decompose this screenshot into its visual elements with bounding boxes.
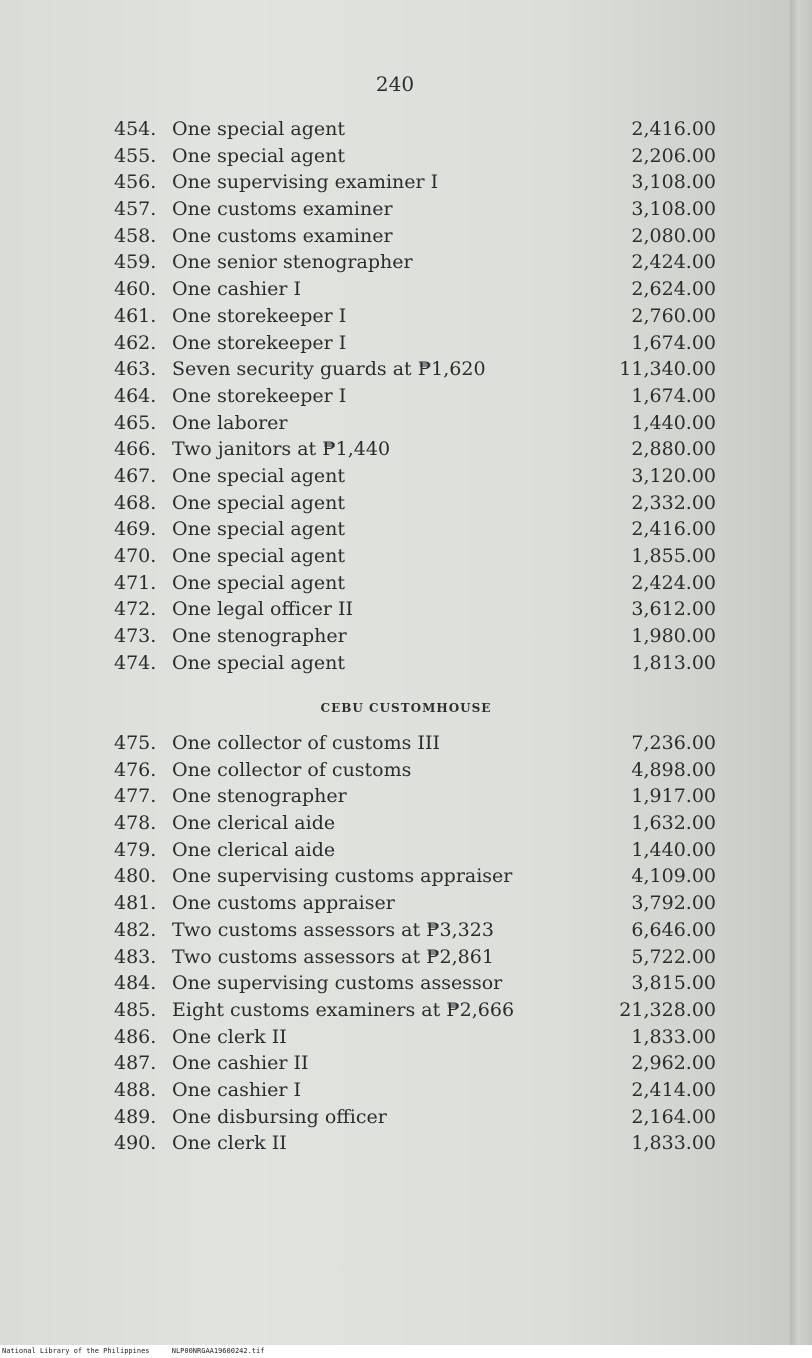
item-number: 454. xyxy=(114,118,157,140)
item-description xyxy=(172,223,562,250)
list-item xyxy=(114,1104,726,1131)
item-amount: 2,414.00 xyxy=(631,1078,716,1101)
item-description xyxy=(172,1050,562,1077)
item-number: 455. xyxy=(114,144,157,167)
item-description-text: One disbursing officer xyxy=(172,1105,387,1128)
item-description xyxy=(172,783,562,810)
list-item xyxy=(114,944,726,971)
item-description-text: One laborer xyxy=(172,411,288,434)
item-number: 469. xyxy=(114,518,157,541)
list-item xyxy=(114,863,726,890)
item-amount: 3,108.00 xyxy=(631,198,716,221)
item-description-text: One stenographer xyxy=(172,785,347,808)
item-number: 483. xyxy=(114,945,157,968)
item-description-text: One cashier I xyxy=(172,278,302,301)
item-amount: 2,760.00 xyxy=(631,304,716,327)
item-number: 485. xyxy=(114,998,157,1021)
list-item xyxy=(114,303,726,330)
list-item xyxy=(114,223,726,250)
item-description xyxy=(172,516,562,543)
item-description xyxy=(172,757,562,784)
list-item xyxy=(114,463,726,490)
item-description xyxy=(172,356,562,383)
item-amount: 7,236.00 xyxy=(631,732,716,754)
item-amount: 2,880.00 xyxy=(631,438,716,461)
item-description-text: One storekeeper I xyxy=(172,384,347,407)
list-item xyxy=(114,837,726,864)
item-number: 474. xyxy=(114,651,157,674)
item-description xyxy=(172,570,562,597)
item-description-text: Two customs assessors at ₱2,861 xyxy=(172,945,494,968)
item-amount: 1,674.00 xyxy=(631,331,716,354)
list-item xyxy=(114,543,726,570)
list-item xyxy=(114,917,726,944)
appropriation-list-b xyxy=(114,730,726,1157)
list-item xyxy=(114,356,726,383)
list-item xyxy=(114,890,726,917)
list-item xyxy=(114,757,726,784)
item-description xyxy=(172,383,562,410)
item-description xyxy=(172,623,562,650)
item-amount: 2,424.00 xyxy=(631,251,716,274)
list-item xyxy=(114,169,726,196)
list-item xyxy=(114,143,726,170)
item-amount: 4,898.00 xyxy=(631,758,716,781)
item-number: 465. xyxy=(114,411,157,434)
item-description-text: One senior stenographer xyxy=(172,251,413,274)
footer-file: NLP00NRGAA19600242.tif xyxy=(171,1347,265,1355)
footer-library: National Library of the Philippines xyxy=(2,1347,150,1355)
item-amount: 1,855.00 xyxy=(631,545,716,567)
item-description xyxy=(172,944,562,971)
item-description-text: One collector of customs xyxy=(172,758,412,781)
list-item xyxy=(114,570,726,597)
item-amount: 6,646.00 xyxy=(631,918,716,941)
item-description xyxy=(172,410,562,437)
item-description xyxy=(172,436,562,463)
list-item xyxy=(114,1130,726,1157)
item-number: 466. xyxy=(114,438,157,461)
item-description xyxy=(172,997,562,1024)
item-number: 467. xyxy=(114,464,157,487)
item-amount: 2,424.00 xyxy=(631,571,716,594)
section-heading: CEBU CUSTOMHOUSE xyxy=(320,701,492,715)
item-description-text: One special agent xyxy=(172,571,346,594)
item-number: 460. xyxy=(114,278,157,301)
item-description xyxy=(172,143,562,170)
item-amount: 1,632.00 xyxy=(631,812,716,835)
item-description xyxy=(172,196,562,223)
item-description-text: One special agent xyxy=(172,118,346,140)
item-number: 475. xyxy=(114,732,157,754)
item-description xyxy=(172,596,562,623)
item-amount: 5,722.00 xyxy=(631,945,716,968)
item-description-text: One supervising customs assessor xyxy=(172,972,503,995)
item-number: 470. xyxy=(114,545,157,567)
item-description-text: One customs examiner xyxy=(172,224,393,247)
item-description xyxy=(172,330,562,357)
item-amount: 3,792.00 xyxy=(631,892,716,915)
item-amount: 2,416.00 xyxy=(631,118,716,140)
item-amount: 1,833.00 xyxy=(631,1132,716,1155)
item-description-text: Eight customs examiners at ₱2,666 xyxy=(172,998,515,1021)
item-description xyxy=(172,463,562,490)
item-number: 471. xyxy=(114,571,157,594)
item-description-text: One special agent xyxy=(172,651,346,674)
list-item xyxy=(114,436,726,463)
item-amount: 3,815.00 xyxy=(631,972,716,995)
item-number: 461. xyxy=(114,304,157,327)
item-number: 488. xyxy=(114,1078,157,1101)
item-description-text: One special agent xyxy=(172,491,346,514)
list-item xyxy=(114,783,726,810)
list-item xyxy=(114,249,726,276)
item-amount: 3,108.00 xyxy=(631,171,716,194)
item-number: 458. xyxy=(114,224,157,247)
item-description-text: One special agent xyxy=(172,464,346,487)
item-description xyxy=(172,543,562,570)
item-amount: 2,080.00 xyxy=(631,224,716,247)
list-item xyxy=(114,730,726,757)
item-number: 481. xyxy=(114,892,157,915)
item-number: 457. xyxy=(114,198,157,221)
item-description xyxy=(172,730,562,757)
item-amount: 1,917.00 xyxy=(631,785,716,808)
item-description-text: One customs appraiser xyxy=(172,892,395,915)
item-description xyxy=(172,1077,562,1104)
item-number: 477. xyxy=(114,785,157,808)
list-item xyxy=(114,997,726,1024)
item-number: 489. xyxy=(114,1105,157,1128)
list-item xyxy=(114,330,726,357)
item-number: 464. xyxy=(114,384,157,407)
item-number: 478. xyxy=(114,812,157,835)
item-description xyxy=(172,917,562,944)
list-item xyxy=(114,650,726,677)
item-amount: 2,164.00 xyxy=(631,1105,716,1128)
item-description xyxy=(172,650,562,677)
list-item xyxy=(114,490,726,517)
item-description xyxy=(172,970,562,997)
list-item xyxy=(114,516,726,543)
item-description xyxy=(172,890,562,917)
item-number: 476. xyxy=(114,758,157,781)
list-item xyxy=(114,1024,726,1051)
item-description xyxy=(172,1130,562,1157)
item-description xyxy=(172,1104,562,1131)
item-amount: 3,120.00 xyxy=(631,464,716,487)
item-description-text: One supervising customs appraiser xyxy=(172,865,513,888)
item-number: 479. xyxy=(114,838,157,861)
item-description-text: Two janitors at ₱1,440 xyxy=(172,438,391,461)
item-amount: 11,340.00 xyxy=(619,358,716,381)
item-description-text: One special agent xyxy=(172,518,346,541)
item-description-text: One storekeeper I xyxy=(172,331,347,354)
item-description-text: One legal officer II xyxy=(172,598,354,621)
item-description-text: One special agent xyxy=(172,545,346,567)
item-description-text: One storekeeper I xyxy=(172,304,347,327)
item-amount: 4,109.00 xyxy=(631,865,716,888)
item-description xyxy=(172,116,562,143)
item-description xyxy=(172,303,562,330)
item-amount: 2,416.00 xyxy=(631,518,716,541)
list-item xyxy=(114,970,726,997)
item-description xyxy=(172,837,562,864)
appropriation-list-a xyxy=(114,116,726,676)
item-description-text: One cashier II xyxy=(172,1052,309,1075)
list-item xyxy=(114,196,726,223)
item-description-text: Seven security guards at ₱1,620 xyxy=(172,358,486,381)
item-amount: 1,833.00 xyxy=(631,1025,716,1048)
item-number: 484. xyxy=(114,972,157,995)
item-description-text: One clerk II xyxy=(172,1025,287,1048)
item-number: 456. xyxy=(114,171,157,194)
item-amount: 2,624.00 xyxy=(631,278,716,301)
page-number: 240 xyxy=(375,72,415,96)
item-description xyxy=(172,490,562,517)
page-edge xyxy=(790,0,812,1345)
item-number: 473. xyxy=(114,625,157,648)
item-description xyxy=(172,169,562,196)
item-number: 472. xyxy=(114,598,157,621)
item-number: 463. xyxy=(114,358,157,381)
item-amount: 1,813.00 xyxy=(631,651,716,674)
item-amount: 2,206.00 xyxy=(631,144,716,167)
list-item xyxy=(114,623,726,650)
item-number: 486. xyxy=(114,1025,157,1048)
item-description xyxy=(172,863,562,890)
item-description-text: One collector of customs III xyxy=(172,732,440,754)
item-description xyxy=(172,810,562,837)
item-number: 487. xyxy=(114,1052,157,1075)
item-number: 482. xyxy=(114,918,157,941)
list-item xyxy=(114,276,726,303)
item-amount: 1,674.00 xyxy=(631,384,716,407)
list-item xyxy=(114,810,726,837)
item-description xyxy=(172,249,562,276)
list-item xyxy=(114,1050,726,1077)
item-description-text: One special agent xyxy=(172,144,346,167)
item-amount: 2,332.00 xyxy=(631,491,716,514)
item-description-text: One cashier I xyxy=(172,1078,302,1101)
item-amount: 2,962.00 xyxy=(631,1052,716,1075)
item-description-text: One supervising examiner I xyxy=(172,171,439,194)
item-number: 490. xyxy=(114,1132,157,1155)
item-description-text: One stenographer xyxy=(172,625,347,648)
item-number: 480. xyxy=(114,865,157,888)
list-item xyxy=(114,116,726,143)
scan-footer xyxy=(2,1347,282,1355)
list-item xyxy=(114,410,726,437)
list-item xyxy=(114,596,726,623)
item-description xyxy=(172,276,562,303)
item-amount: 1,980.00 xyxy=(631,625,716,648)
item-number: 468. xyxy=(114,491,157,514)
item-description xyxy=(172,1024,562,1051)
item-number: 459. xyxy=(114,251,157,274)
item-amount: 21,328.00 xyxy=(619,998,716,1021)
item-amount: 3,612.00 xyxy=(631,598,716,621)
item-description-text: One clerical aide xyxy=(172,812,336,835)
list-item xyxy=(114,383,726,410)
item-description-text: Two customs assessors at ₱3,323 xyxy=(172,918,494,941)
item-description-text: One clerical aide xyxy=(172,838,336,861)
item-description-text: One customs examiner xyxy=(172,198,393,221)
item-amount: 1,440.00 xyxy=(631,411,716,434)
item-amount: 1,440.00 xyxy=(631,838,716,861)
list-item xyxy=(114,1077,726,1104)
item-description-text: One clerk II xyxy=(172,1132,287,1155)
item-number: 462. xyxy=(114,331,157,354)
